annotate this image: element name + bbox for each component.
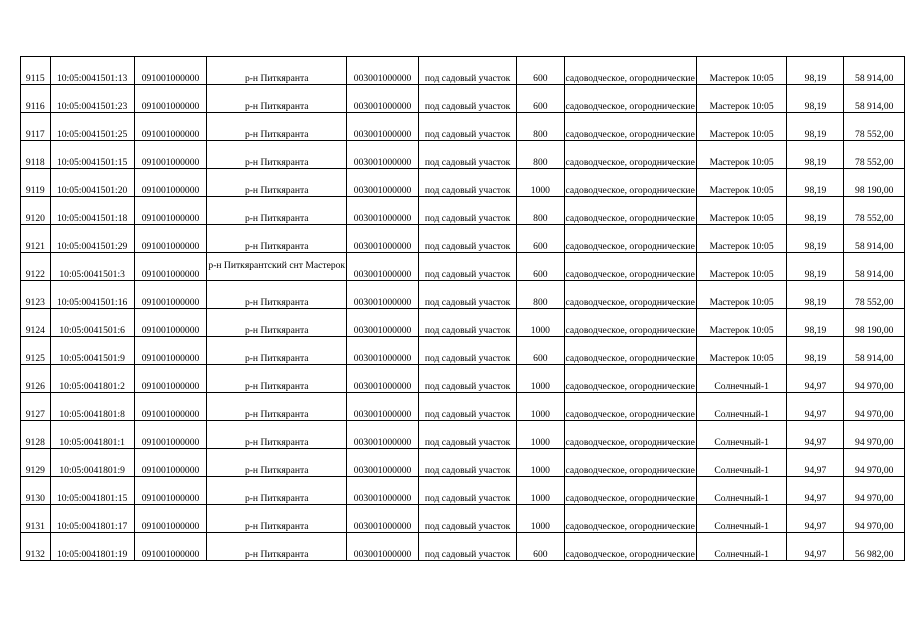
- oktmo-code-cell: 091001000000: [134, 421, 207, 449]
- location-cell: Мастерок 10:05: [696, 85, 787, 113]
- row-number-cell: 9130: [21, 477, 51, 505]
- row-number-cell: 9127: [21, 393, 51, 421]
- table-row: [21, 85, 905, 113]
- land-category-code-cell: 003001000000: [347, 421, 419, 449]
- table-row: [21, 365, 905, 393]
- location-cell: Солнечный-1: [696, 533, 787, 561]
- table-row: [21, 449, 905, 477]
- specific-cost-cell: 94,97: [787, 477, 844, 505]
- cadastral-number-cell: 10:05:0041801:9: [50, 449, 134, 477]
- permitted-use-cell: под садовый участок: [419, 57, 517, 85]
- location-cell: Мастерок 10:05: [696, 253, 787, 281]
- locality-cell: р-н Питкяранта: [207, 365, 347, 393]
- purpose-cell: садоводческое, огороднические: [564, 169, 696, 197]
- area-cell: 800: [517, 281, 564, 309]
- cadastral-number-cell: 10:05:0041801:1: [50, 421, 134, 449]
- purpose-cell: садоводческое, огороднические: [564, 197, 696, 225]
- land-category-code-cell: 003001000000: [347, 57, 419, 85]
- locality-cell: р-н Питкяранта: [207, 141, 347, 169]
- cadastral-number-cell: 10:05:0041501:15: [50, 141, 134, 169]
- row-number-cell: 9122: [21, 253, 51, 281]
- oktmo-code-cell: 091001000000: [134, 365, 207, 393]
- oktmo-code-cell: 091001000000: [134, 169, 207, 197]
- purpose-cell: садоводческое, огороднические: [564, 337, 696, 365]
- row-number-cell: 9128: [21, 421, 51, 449]
- cadastral-number-cell: 10:05:0041801:19: [50, 533, 134, 561]
- oktmo-code-cell: 091001000000: [134, 57, 207, 85]
- permitted-use-cell: под садовый участок: [419, 225, 517, 253]
- area-cell: 1000: [517, 169, 564, 197]
- specific-cost-cell: 98,19: [787, 253, 844, 281]
- cadastral-cost-cell: 94 970,00: [844, 449, 905, 477]
- locality-cell: р-н Питкяранта: [207, 197, 347, 225]
- specific-cost-cell: 98,19: [787, 169, 844, 197]
- row-number-cell: 9131: [21, 505, 51, 533]
- area-cell: 600: [517, 533, 564, 561]
- locality-cell: р-н Питкяранта: [207, 533, 347, 561]
- cadastral-cost-cell: 56 982,00: [844, 533, 905, 561]
- cadastral-cost-cell: 78 552,00: [844, 197, 905, 225]
- cadastral-cost-cell: 78 552,00: [844, 141, 905, 169]
- table-row: [21, 169, 905, 197]
- location-cell: Мастерок 10:05: [696, 309, 787, 337]
- purpose-cell: садоводческое, огороднические: [564, 421, 696, 449]
- permitted-use-cell: под садовый участок: [419, 393, 517, 421]
- row-number-cell: 9124: [21, 309, 51, 337]
- location-cell: Мастерок 10:05: [696, 113, 787, 141]
- row-number-cell: 9123: [21, 281, 51, 309]
- area-cell: 600: [517, 225, 564, 253]
- area-cell: 600: [517, 253, 564, 281]
- land-category-code-cell: 003001000000: [347, 113, 419, 141]
- cadastral-number-cell: 10:05:0041501:3: [50, 253, 134, 281]
- location-cell: Солнечный-1: [696, 393, 787, 421]
- table-row: [21, 141, 905, 169]
- locality-cell: р-н Питкяранта: [207, 477, 347, 505]
- oktmo-code-cell: 091001000000: [134, 197, 207, 225]
- land-category-code-cell: 003001000000: [347, 449, 419, 477]
- specific-cost-cell: 94,97: [787, 421, 844, 449]
- cadastral-number-cell: 10:05:0041501:23: [50, 85, 134, 113]
- oktmo-code-cell: 091001000000: [134, 477, 207, 505]
- land-category-code-cell: 003001000000: [347, 253, 419, 281]
- land-category-code-cell: 003001000000: [347, 309, 419, 337]
- land-category-code-cell: 003001000000: [347, 477, 419, 505]
- specific-cost-cell: 98,19: [787, 281, 844, 309]
- oktmo-code-cell: 091001000000: [134, 281, 207, 309]
- permitted-use-cell: под садовый участок: [419, 337, 517, 365]
- table-row: [21, 113, 905, 141]
- locality-cell: р-н Питкяранта: [207, 281, 347, 309]
- area-cell: 800: [517, 141, 564, 169]
- specific-cost-cell: 94,97: [787, 505, 844, 533]
- land-category-code-cell: 003001000000: [347, 337, 419, 365]
- purpose-cell: садоводческое, огороднические: [564, 141, 696, 169]
- locality-cell: р-н Питкяранта: [207, 113, 347, 141]
- row-number-cell: 9117: [21, 113, 51, 141]
- area-cell: 600: [517, 57, 564, 85]
- permitted-use-cell: под садовый участок: [419, 281, 517, 309]
- table-row: [21, 197, 905, 225]
- purpose-cell: садоводческое, огороднические: [564, 477, 696, 505]
- table-row: [21, 253, 905, 281]
- purpose-cell: садоводческое, огороднические: [564, 533, 696, 561]
- table-row: [21, 281, 905, 309]
- area-cell: 1000: [517, 393, 564, 421]
- area-cell: 800: [517, 113, 564, 141]
- cadastral-number-cell: 10:05:0041801:2: [50, 365, 134, 393]
- row-number-cell: 9120: [21, 197, 51, 225]
- specific-cost-cell: 94,97: [787, 449, 844, 477]
- locality-cell: р-н Питкяранта: [207, 421, 347, 449]
- oktmo-code-cell: 091001000000: [134, 505, 207, 533]
- locality-cell: р-н Питкяранта: [207, 57, 347, 85]
- land-category-code-cell: 003001000000: [347, 365, 419, 393]
- locality-cell: р-н Питкяранта: [207, 337, 347, 365]
- cadastral-cost-cell: 78 552,00: [844, 281, 905, 309]
- area-cell: 1000: [517, 477, 564, 505]
- area-cell: 800: [517, 197, 564, 225]
- location-cell: Мастерок 10:05: [696, 169, 787, 197]
- cadastral-number-cell: 10:05:0041501:29: [50, 225, 134, 253]
- table-row: [21, 505, 905, 533]
- location-cell: Мастерок 10:05: [696, 57, 787, 85]
- locality-cell: р-н Питкярантский снт Мастерок: [207, 253, 347, 281]
- oktmo-code-cell: 091001000000: [134, 393, 207, 421]
- land-registry-table: [20, 56, 905, 561]
- specific-cost-cell: 94,97: [787, 365, 844, 393]
- cadastral-number-cell: 10:05:0041501:6: [50, 309, 134, 337]
- cadastral-number-cell: 10:05:0041501:16: [50, 281, 134, 309]
- area-cell: 1000: [517, 365, 564, 393]
- table-row: [21, 309, 905, 337]
- permitted-use-cell: под садовый участок: [419, 169, 517, 197]
- land-category-code-cell: 003001000000: [347, 141, 419, 169]
- table-row: [21, 225, 905, 253]
- oktmo-code-cell: 091001000000: [134, 309, 207, 337]
- cadastral-number-cell: 10:05:0041801:8: [50, 393, 134, 421]
- land-category-code-cell: 003001000000: [347, 533, 419, 561]
- row-number-cell: 9132: [21, 533, 51, 561]
- area-cell: 1000: [517, 309, 564, 337]
- specific-cost-cell: 98,19: [787, 309, 844, 337]
- row-number-cell: 9119: [21, 169, 51, 197]
- specific-cost-cell: 94,97: [787, 533, 844, 561]
- cadastral-number-cell: 10:05:0041501:25: [50, 113, 134, 141]
- oktmo-code-cell: 091001000000: [134, 225, 207, 253]
- purpose-cell: садоводческое, огороднические: [564, 85, 696, 113]
- cadastral-number-cell: 10:05:0041801:17: [50, 505, 134, 533]
- specific-cost-cell: 98,19: [787, 197, 844, 225]
- permitted-use-cell: под садовый участок: [419, 365, 517, 393]
- table-row: [21, 393, 905, 421]
- permitted-use-cell: под садовый участок: [419, 533, 517, 561]
- row-number-cell: 9116: [21, 85, 51, 113]
- area-cell: 600: [517, 85, 564, 113]
- oktmo-code-cell: 091001000000: [134, 113, 207, 141]
- area-cell: 1000: [517, 505, 564, 533]
- locality-cell: р-н Питкяранта: [207, 309, 347, 337]
- locality-cell: р-н Питкяранта: [207, 393, 347, 421]
- cadastral-cost-cell: 58 914,00: [844, 85, 905, 113]
- location-cell: Солнечный-1: [696, 505, 787, 533]
- permitted-use-cell: под садовый участок: [419, 141, 517, 169]
- specific-cost-cell: 98,19: [787, 225, 844, 253]
- cadastral-cost-cell: 78 552,00: [844, 113, 905, 141]
- location-cell: Мастерок 10:05: [696, 225, 787, 253]
- location-cell: Мастерок 10:05: [696, 141, 787, 169]
- land-category-code-cell: 003001000000: [347, 225, 419, 253]
- cadastral-cost-cell: 98 190,00: [844, 169, 905, 197]
- table-row: [21, 477, 905, 505]
- area-cell: 1000: [517, 449, 564, 477]
- oktmo-code-cell: 091001000000: [134, 141, 207, 169]
- cadastral-number-cell: 10:05:0041501:18: [50, 197, 134, 225]
- cadastral-number-cell: 10:05:0041501:9: [50, 337, 134, 365]
- land-category-code-cell: 003001000000: [347, 281, 419, 309]
- table-body: [21, 57, 905, 561]
- specific-cost-cell: 98,19: [787, 85, 844, 113]
- oktmo-code-cell: 091001000000: [134, 85, 207, 113]
- row-number-cell: 9115: [21, 57, 51, 85]
- permitted-use-cell: под садовый участок: [419, 477, 517, 505]
- land-category-code-cell: 003001000000: [347, 505, 419, 533]
- locality-cell: р-н Питкяранта: [207, 85, 347, 113]
- permitted-use-cell: под садовый участок: [419, 309, 517, 337]
- cadastral-cost-cell: 58 914,00: [844, 337, 905, 365]
- locality-cell: р-н Питкяранта: [207, 449, 347, 477]
- cadastral-cost-cell: 58 914,00: [844, 225, 905, 253]
- table-row: [21, 533, 905, 561]
- oktmo-code-cell: 091001000000: [134, 253, 207, 281]
- permitted-use-cell: под садовый участок: [419, 449, 517, 477]
- cadastral-cost-cell: 94 970,00: [844, 505, 905, 533]
- cadastral-number-cell: 10:05:0041501:13: [50, 57, 134, 85]
- land-category-code-cell: 003001000000: [347, 197, 419, 225]
- location-cell: Солнечный-1: [696, 365, 787, 393]
- row-number-cell: 9125: [21, 337, 51, 365]
- purpose-cell: садоводческое, огороднические: [564, 113, 696, 141]
- purpose-cell: садоводческое, огороднические: [564, 57, 696, 85]
- table-row: [21, 421, 905, 449]
- location-cell: Мастерок 10:05: [696, 337, 787, 365]
- purpose-cell: садоводческое, огороднические: [564, 309, 696, 337]
- row-number-cell: 9129: [21, 449, 51, 477]
- locality-cell: р-н Питкяранта: [207, 225, 347, 253]
- permitted-use-cell: под садовый участок: [419, 421, 517, 449]
- row-number-cell: 9121: [21, 225, 51, 253]
- row-number-cell: 9126: [21, 365, 51, 393]
- specific-cost-cell: 98,19: [787, 337, 844, 365]
- area-cell: 1000: [517, 421, 564, 449]
- purpose-cell: садоводческое, огороднические: [564, 281, 696, 309]
- table-row: [21, 337, 905, 365]
- purpose-cell: садоводческое, огороднические: [564, 393, 696, 421]
- land-category-code-cell: 003001000000: [347, 85, 419, 113]
- specific-cost-cell: 98,19: [787, 113, 844, 141]
- location-cell: Солнечный-1: [696, 477, 787, 505]
- permitted-use-cell: под садовый участок: [419, 197, 517, 225]
- cadastral-cost-cell: 94 970,00: [844, 365, 905, 393]
- cadastral-cost-cell: 94 970,00: [844, 393, 905, 421]
- permitted-use-cell: под садовый участок: [419, 85, 517, 113]
- oktmo-code-cell: 091001000000: [134, 449, 207, 477]
- purpose-cell: садоводческое, огороднические: [564, 225, 696, 253]
- location-cell: Солнечный-1: [696, 421, 787, 449]
- permitted-use-cell: под садовый участок: [419, 253, 517, 281]
- land-category-code-cell: 003001000000: [347, 169, 419, 197]
- specific-cost-cell: 98,19: [787, 141, 844, 169]
- location-cell: Мастерок 10:05: [696, 197, 787, 225]
- cadastral-number-cell: 10:05:0041501:20: [50, 169, 134, 197]
- locality-cell: р-н Питкяранта: [207, 169, 347, 197]
- oktmo-code-cell: 091001000000: [134, 533, 207, 561]
- cadastral-cost-cell: 98 190,00: [844, 309, 905, 337]
- table-row: [21, 57, 905, 85]
- purpose-cell: садоводческое, огороднические: [564, 365, 696, 393]
- purpose-cell: садоводческое, огороднические: [564, 449, 696, 477]
- location-cell: Солнечный-1: [696, 449, 787, 477]
- purpose-cell: садоводческое, огороднические: [564, 505, 696, 533]
- land-category-code-cell: 003001000000: [347, 393, 419, 421]
- row-number-cell: 9118: [21, 141, 51, 169]
- location-cell: Мастерок 10:05: [696, 281, 787, 309]
- locality-cell: р-н Питкяранта: [207, 505, 347, 533]
- cadastral-cost-cell: 94 970,00: [844, 477, 905, 505]
- cadastral-cost-cell: 94 970,00: [844, 421, 905, 449]
- cadastral-number-cell: 10:05:0041801:15: [50, 477, 134, 505]
- purpose-cell: садоводческое, огороднические: [564, 253, 696, 281]
- cadastral-cost-cell: 58 914,00: [844, 253, 905, 281]
- specific-cost-cell: 94,97: [787, 393, 844, 421]
- area-cell: 600: [517, 337, 564, 365]
- oktmo-code-cell: 091001000000: [134, 337, 207, 365]
- permitted-use-cell: под садовый участок: [419, 505, 517, 533]
- permitted-use-cell: под садовый участок: [419, 113, 517, 141]
- cadastral-cost-cell: 58 914,00: [844, 57, 905, 85]
- specific-cost-cell: 98,19: [787, 57, 844, 85]
